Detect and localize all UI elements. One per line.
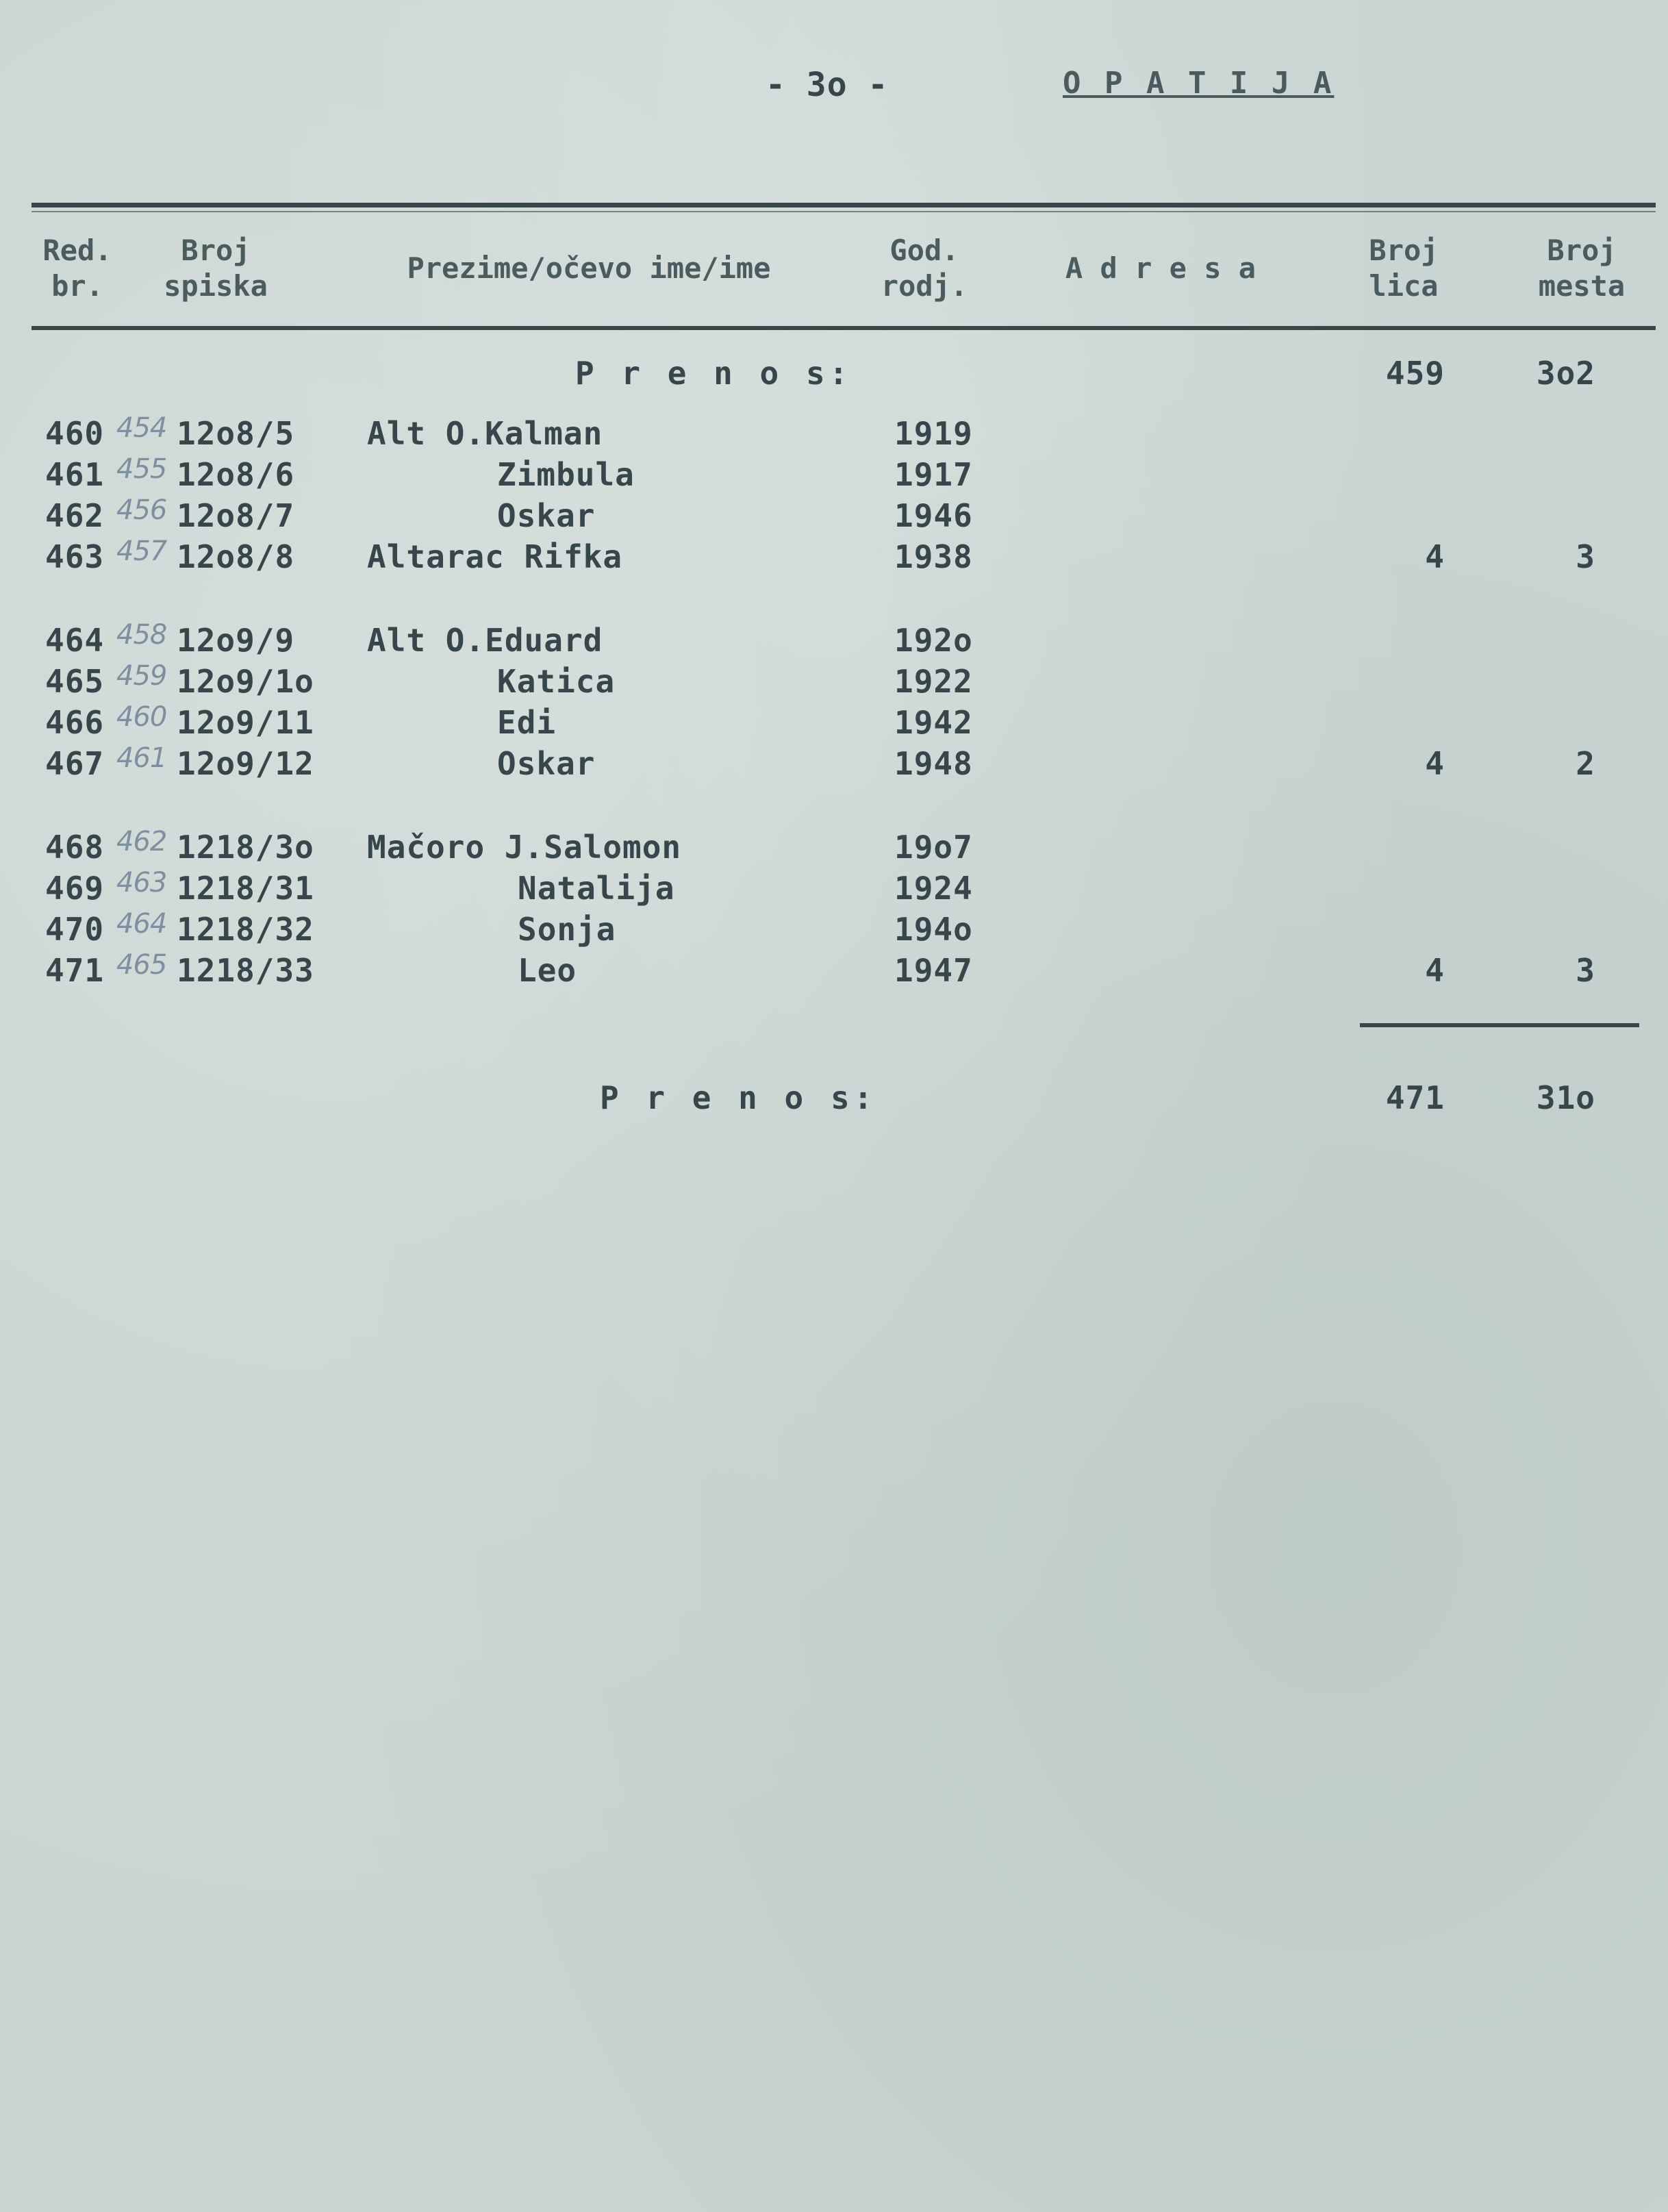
- row-broj-mesta: 3: [1576, 952, 1595, 989]
- col-header-adresa: A d r e s a: [1065, 251, 1256, 285]
- row-year: 1938: [894, 538, 973, 575]
- row-red-br: 460: [45, 415, 105, 452]
- row-handwritten-number: 461: [116, 742, 167, 774]
- row-year: 1917: [894, 456, 973, 493]
- row-handwritten-number: 456: [116, 494, 167, 526]
- totals-rule: [1360, 1023, 1639, 1027]
- col-header-name: Prezime/očevo ime/ime: [407, 251, 771, 285]
- row-year: 1924: [894, 870, 973, 907]
- row-handwritten-number: 460: [116, 701, 167, 733]
- carry-in-mesta: 3o2: [1536, 355, 1595, 392]
- table-top-rule-thin: [31, 211, 1656, 212]
- row-broj-spiska: 12o9/9: [177, 622, 295, 659]
- table-top-rule: [31, 203, 1656, 208]
- row-red-br: 461: [45, 456, 105, 493]
- row-broj-lica: 4: [1425, 538, 1445, 575]
- row-red-br: 462: [45, 497, 105, 534]
- carry-out-lica: 471: [1385, 1079, 1445, 1116]
- place-title: O P A T I J A: [1063, 66, 1335, 101]
- row-year: 1919: [894, 415, 973, 452]
- row-broj-mesta: 3: [1576, 538, 1595, 575]
- row-handwritten-number: 454: [116, 412, 167, 444]
- row-broj-spiska: 1218/3o: [177, 829, 314, 866]
- row-broj-mesta: 2: [1576, 745, 1595, 782]
- col-header-god-rodj: God. rodj.: [881, 234, 968, 303]
- row-broj-spiska: 12o8/5: [177, 415, 295, 452]
- row-handwritten-number: 462: [116, 826, 167, 857]
- carry-in-lica: 459: [1385, 355, 1445, 392]
- row-broj-spiska: 12o9/1o: [177, 663, 314, 700]
- row-broj-spiska: 12o8/8: [177, 538, 295, 575]
- row-handwritten-number: 457: [116, 536, 167, 567]
- row-broj-lica: 4: [1425, 745, 1445, 782]
- page-number: - 3o -: [766, 66, 889, 104]
- row-red-br: 463: [45, 538, 105, 575]
- row-name: Oskar: [497, 497, 596, 534]
- row-broj-spiska: 1218/31: [177, 870, 314, 907]
- carry-out-label: P r e n o s:: [600, 1079, 877, 1116]
- row-year: 192o: [894, 622, 973, 659]
- row-red-br: 464: [45, 622, 105, 659]
- col-header-broj-mesta: Broj mesta: [1538, 234, 1626, 303]
- row-broj-spiska: 12o9/12: [177, 745, 314, 782]
- row-name: Sonja: [518, 911, 616, 948]
- row-red-br: 471: [45, 952, 105, 989]
- carry-in-label: P r e n o s:: [575, 355, 852, 392]
- row-name: Alt O.Eduard: [367, 622, 603, 659]
- row-year: 1946: [894, 497, 973, 534]
- row-year: 1948: [894, 745, 973, 782]
- row-name: Mačoro J.Salomon: [367, 829, 682, 866]
- row-year: 1942: [894, 704, 973, 741]
- row-red-br: 467: [45, 745, 105, 782]
- row-year: 1947: [894, 952, 973, 989]
- row-name: Natalija: [518, 870, 675, 907]
- row-red-br: 466: [45, 704, 105, 741]
- row-name: Leo: [518, 952, 577, 989]
- row-broj-spiska: 1218/33: [177, 952, 314, 989]
- row-broj-lica: 4: [1425, 952, 1445, 989]
- row-year: 1922: [894, 663, 973, 700]
- col-header-red-br: Red. br.: [42, 234, 112, 303]
- row-handwritten-number: 455: [116, 453, 167, 485]
- row-handwritten-number: 465: [116, 949, 167, 981]
- carry-out-mesta: 31o: [1536, 1079, 1595, 1116]
- row-broj-spiska: 12o9/11: [177, 704, 314, 741]
- row-broj-spiska: 1218/32: [177, 911, 314, 948]
- row-broj-spiska: 12o8/7: [177, 497, 295, 534]
- row-handwritten-number: 459: [116, 660, 167, 692]
- row-handwritten-number: 463: [116, 867, 167, 898]
- row-name: Edi: [497, 704, 557, 741]
- row-name: Oskar: [497, 745, 596, 782]
- row-red-br: 468: [45, 829, 105, 866]
- row-handwritten-number: 458: [116, 619, 167, 651]
- header-bottom-rule: [31, 326, 1656, 330]
- row-year: 19o7: [894, 829, 973, 866]
- row-red-br: 470: [45, 911, 105, 948]
- row-red-br: 469: [45, 870, 105, 907]
- col-header-broj-spiska: Broj spiska: [164, 234, 268, 303]
- row-red-br: 465: [45, 663, 105, 700]
- row-handwritten-number: 464: [116, 908, 167, 940]
- row-name: Katica: [497, 663, 616, 700]
- col-header-broj-lica: Broj lica: [1369, 234, 1439, 303]
- row-broj-spiska: 12o8/6: [177, 456, 295, 493]
- row-year: 194o: [894, 911, 973, 948]
- row-name: Zimbula: [497, 456, 635, 493]
- row-name: Alt O.Kalman: [367, 415, 603, 452]
- row-name: Altarac Rifka: [367, 538, 623, 575]
